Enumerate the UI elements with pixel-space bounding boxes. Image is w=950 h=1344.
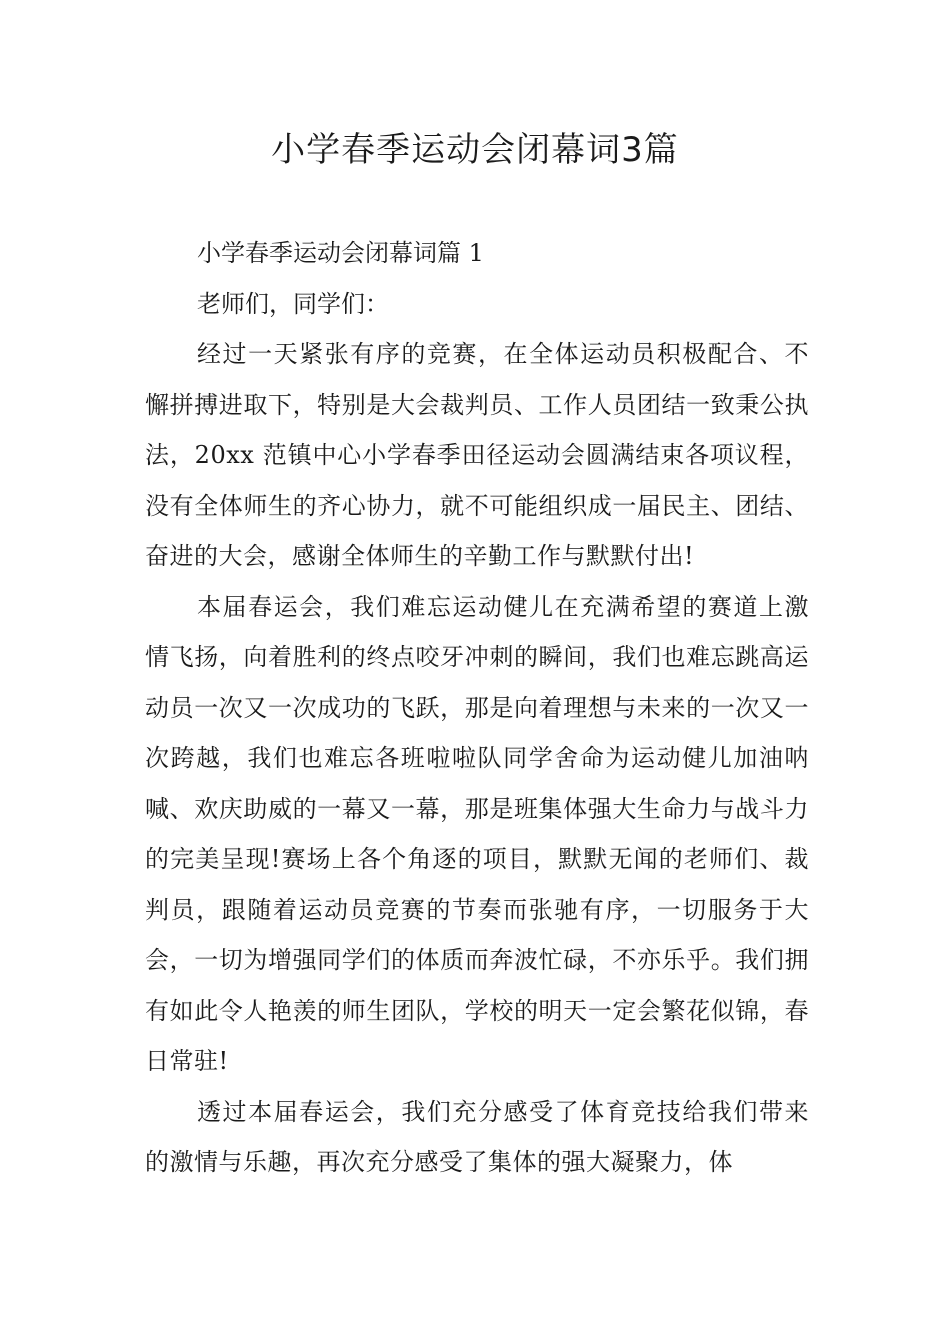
paragraph-2: 本届春运会，我们难忘运动健儿在充满希望的赛道上激情飞扬，向着胜利的终点咬牙冲刺的瞬间，我们也难忘跳高运动员一次又一次成功的飞跃，那是向着理想与未来的一次又一次跨越，我们也难忘各班啦啦队同学舍命为运动健儿加油呐喊、欢庆助威的一幕又一幕，那是班集体强大生命力与战斗力的完美呈现!赛场上各个角逐的项目，默默无闻的老师们、裁判员，跟随着运动员竞赛的节奏而张驰有序，一切服务于大会，一切为增强同学们的体质而奔波忙碌，不亦乐乎。我们拥有如此令人艳羡的师生团队，学校的明天一定会繁花似锦，春日常驻! <box>145 592 809 1075</box>
salutation: 老师们，同学们： <box>197 289 389 318</box>
paragraph-3: 透过本届春运会，我们充分感受了体育竞技给我们带来的激情与乐趣，再次充分感受了集体的强大凝聚力，体 <box>145 1097 809 1176</box>
document-body <box>145 228 809 1188</box>
document-title: 小学春季运动会闭幕词3篇 <box>271 130 679 170</box>
section-heading: 小学春季运动会闭幕词篇 1 <box>197 239 484 267</box>
paragraph-1: 经过一天紧张有序的竞赛，在全体运动员积极配合、不懈拼搏进取下，特别是大会裁判员、工作人员团结一致秉公执法，20xx 范镇中心小学春季田径运动会圆满结束各项议程，没有全体师生的齐心协力，就不可能组织成一届民主、团结、奋进的大会，感谢全体师生的辛勤工作与默默付出! <box>145 340 809 570</box>
